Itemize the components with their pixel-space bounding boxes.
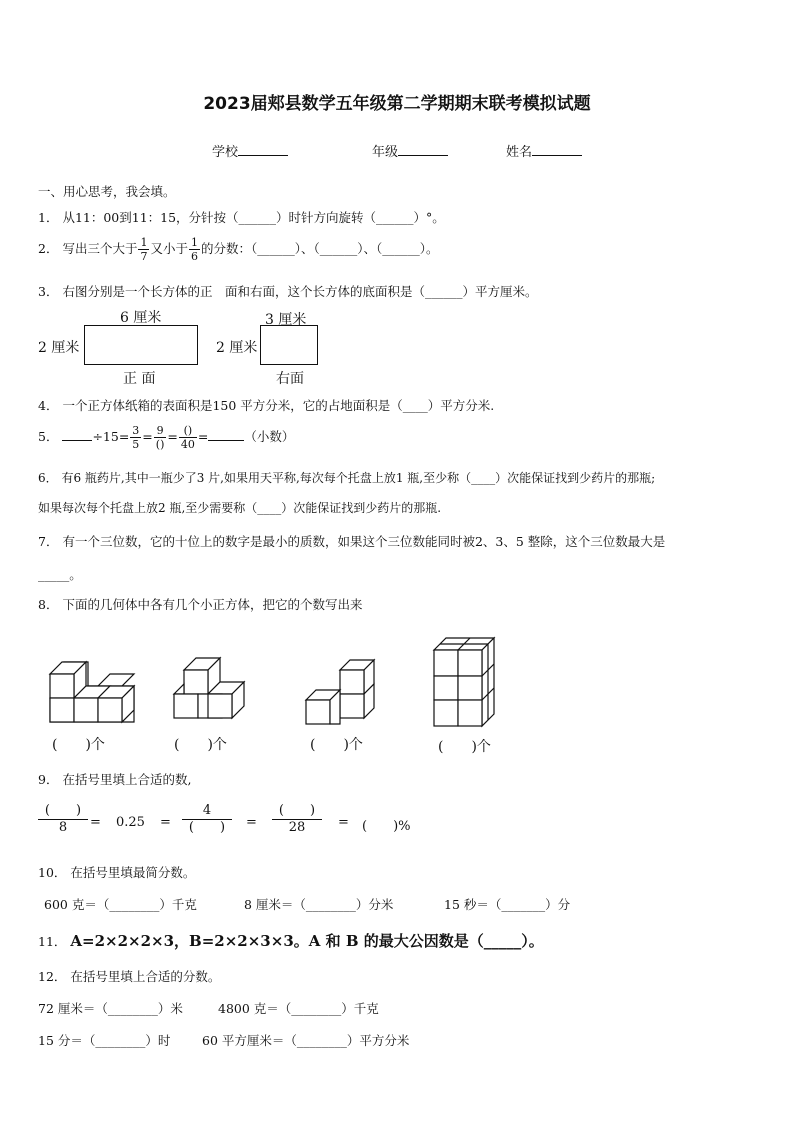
question-5: 5． ÷15= $\frac{3}{5}$ = $\frac{9}{()}$ = $\frac{()}{40}$ = （小数） (38, 424, 295, 451)
figure-2-answer: ( )个 (174, 737, 227, 753)
fraction: $\frac{1}{7}$ (140, 236, 148, 263)
fraction: $\frac{9}{()}$ (155, 424, 165, 451)
equals-sign: = (160, 815, 171, 830)
grade-field: 年级 (372, 141, 448, 160)
q10-part-3: 15 秒＝（_______）分 (444, 897, 571, 912)
question-7-answer-blank: _____。 (38, 567, 82, 582)
front-left-label: 2 厘米 (38, 340, 80, 356)
front-top-label: 6 厘米 (120, 310, 162, 326)
equals-sign: = (246, 815, 257, 830)
q12-part-2: 4800 克＝（________）千克 (218, 1001, 379, 1016)
q10-part-2: 8 厘米＝（________）分米 (244, 897, 394, 912)
right-bottom-label: 右面 (276, 371, 304, 387)
equals-sign: = (90, 815, 101, 830)
question-9: 9． 在括号里填上合适的数, (38, 772, 192, 787)
question-3: 3． 右图分别是一个长方体的正 面和右面，这个长方体的底面积是（______）平方厘米。 (38, 284, 538, 299)
question-6-line-1: 6． 有6 瓶药片,其中一瓶少了3 片,如果用天平称,每次每个托盘上放1 瓶,至少称（____）次能保证找到少药片的那瓶; (38, 471, 656, 485)
front-bottom-label: 正 面 (123, 371, 156, 387)
q10-part-1: 600 克＝（________）千克 (44, 897, 197, 912)
front-view-rectangle (84, 325, 198, 365)
right-top-label: 3 厘米 (265, 312, 307, 328)
cube-figure-1 (50, 662, 134, 722)
question-10: 10． 在括号里填最简分数。 (38, 865, 196, 880)
cube-figure-3 (306, 660, 374, 724)
fraction: $\frac{1}{6}$ (190, 236, 198, 263)
question-6-line-2: 如果每次每个托盘上放2 瓶,至少需要称（____）次能保证找到少药片的那瓶. (38, 501, 442, 515)
equals-sign: = (338, 815, 349, 830)
question-12: 12． 在括号里填上合适的分数。 (38, 969, 221, 984)
fraction: $\frac{()}{40}$ (180, 424, 195, 451)
figure-3-answer: ( )个 (310, 737, 363, 753)
fraction-blank-over-8: ( ) 8 (38, 803, 88, 836)
question-11: 11． A=2×2×2×3，B=2×2×3×3。A 和 B 的最大公因数是（_____）。 (38, 932, 544, 950)
figure-4-answer: ( )个 (438, 739, 491, 755)
right-left-label: 2 厘米 (216, 340, 258, 356)
cube-figure-2 (174, 658, 244, 718)
fraction-blank-over-28: ( ) 28 (272, 803, 322, 836)
page-title: 2023届郏县数学五年级第二学期期末联考模拟试题 (203, 94, 591, 114)
question-8: 8． 下面的几何体中各有几个小正方体，把它的个数写出来 (38, 597, 363, 612)
figure-1-answer: ( )个 (52, 737, 105, 753)
q12-part-4: 60 平方厘米＝（________）平方分米 (202, 1033, 410, 1048)
question-1: 1． 从11：00到11：15，分针按（______）时针方向旋转（______）°。 (38, 210, 445, 225)
right-view-rectangle (260, 325, 318, 365)
section-heading: 一、用心思考，我会填。 (38, 184, 176, 199)
decimal-value: 0.25 (116, 815, 145, 830)
fraction-4-over-blank: 4 ( ) (182, 803, 232, 836)
q12-part-1: 72 厘米＝（________）米 (38, 1001, 183, 1016)
name-field: 姓名 (506, 141, 582, 160)
question-2: 2． 写出三个大于 $\frac{1}{7}$ 又小于 $\frac{1}{6}$ 的分数：（______）、（______）、（______）。 (38, 236, 439, 263)
question-7: 7． 有一个三位数，它的十位上的数字是最小的质数，如果这个三位数能同时被2、3、5 整除，这个三位数最大是 (38, 534, 666, 549)
cube-figures (0, 628, 794, 738)
q12-part-3: 15 分＝（________）时 (38, 1033, 171, 1048)
school-field: 学校 (212, 141, 288, 160)
question-4: 4． 一个正方体纸箱的表面积是150 平方分米，它的占地面积是（____）平方分米. (38, 398, 495, 413)
fraction: $\frac{3}{5}$ (132, 424, 140, 451)
cube-figure-4 (434, 638, 494, 726)
percent-blank: ( )% (362, 819, 411, 834)
